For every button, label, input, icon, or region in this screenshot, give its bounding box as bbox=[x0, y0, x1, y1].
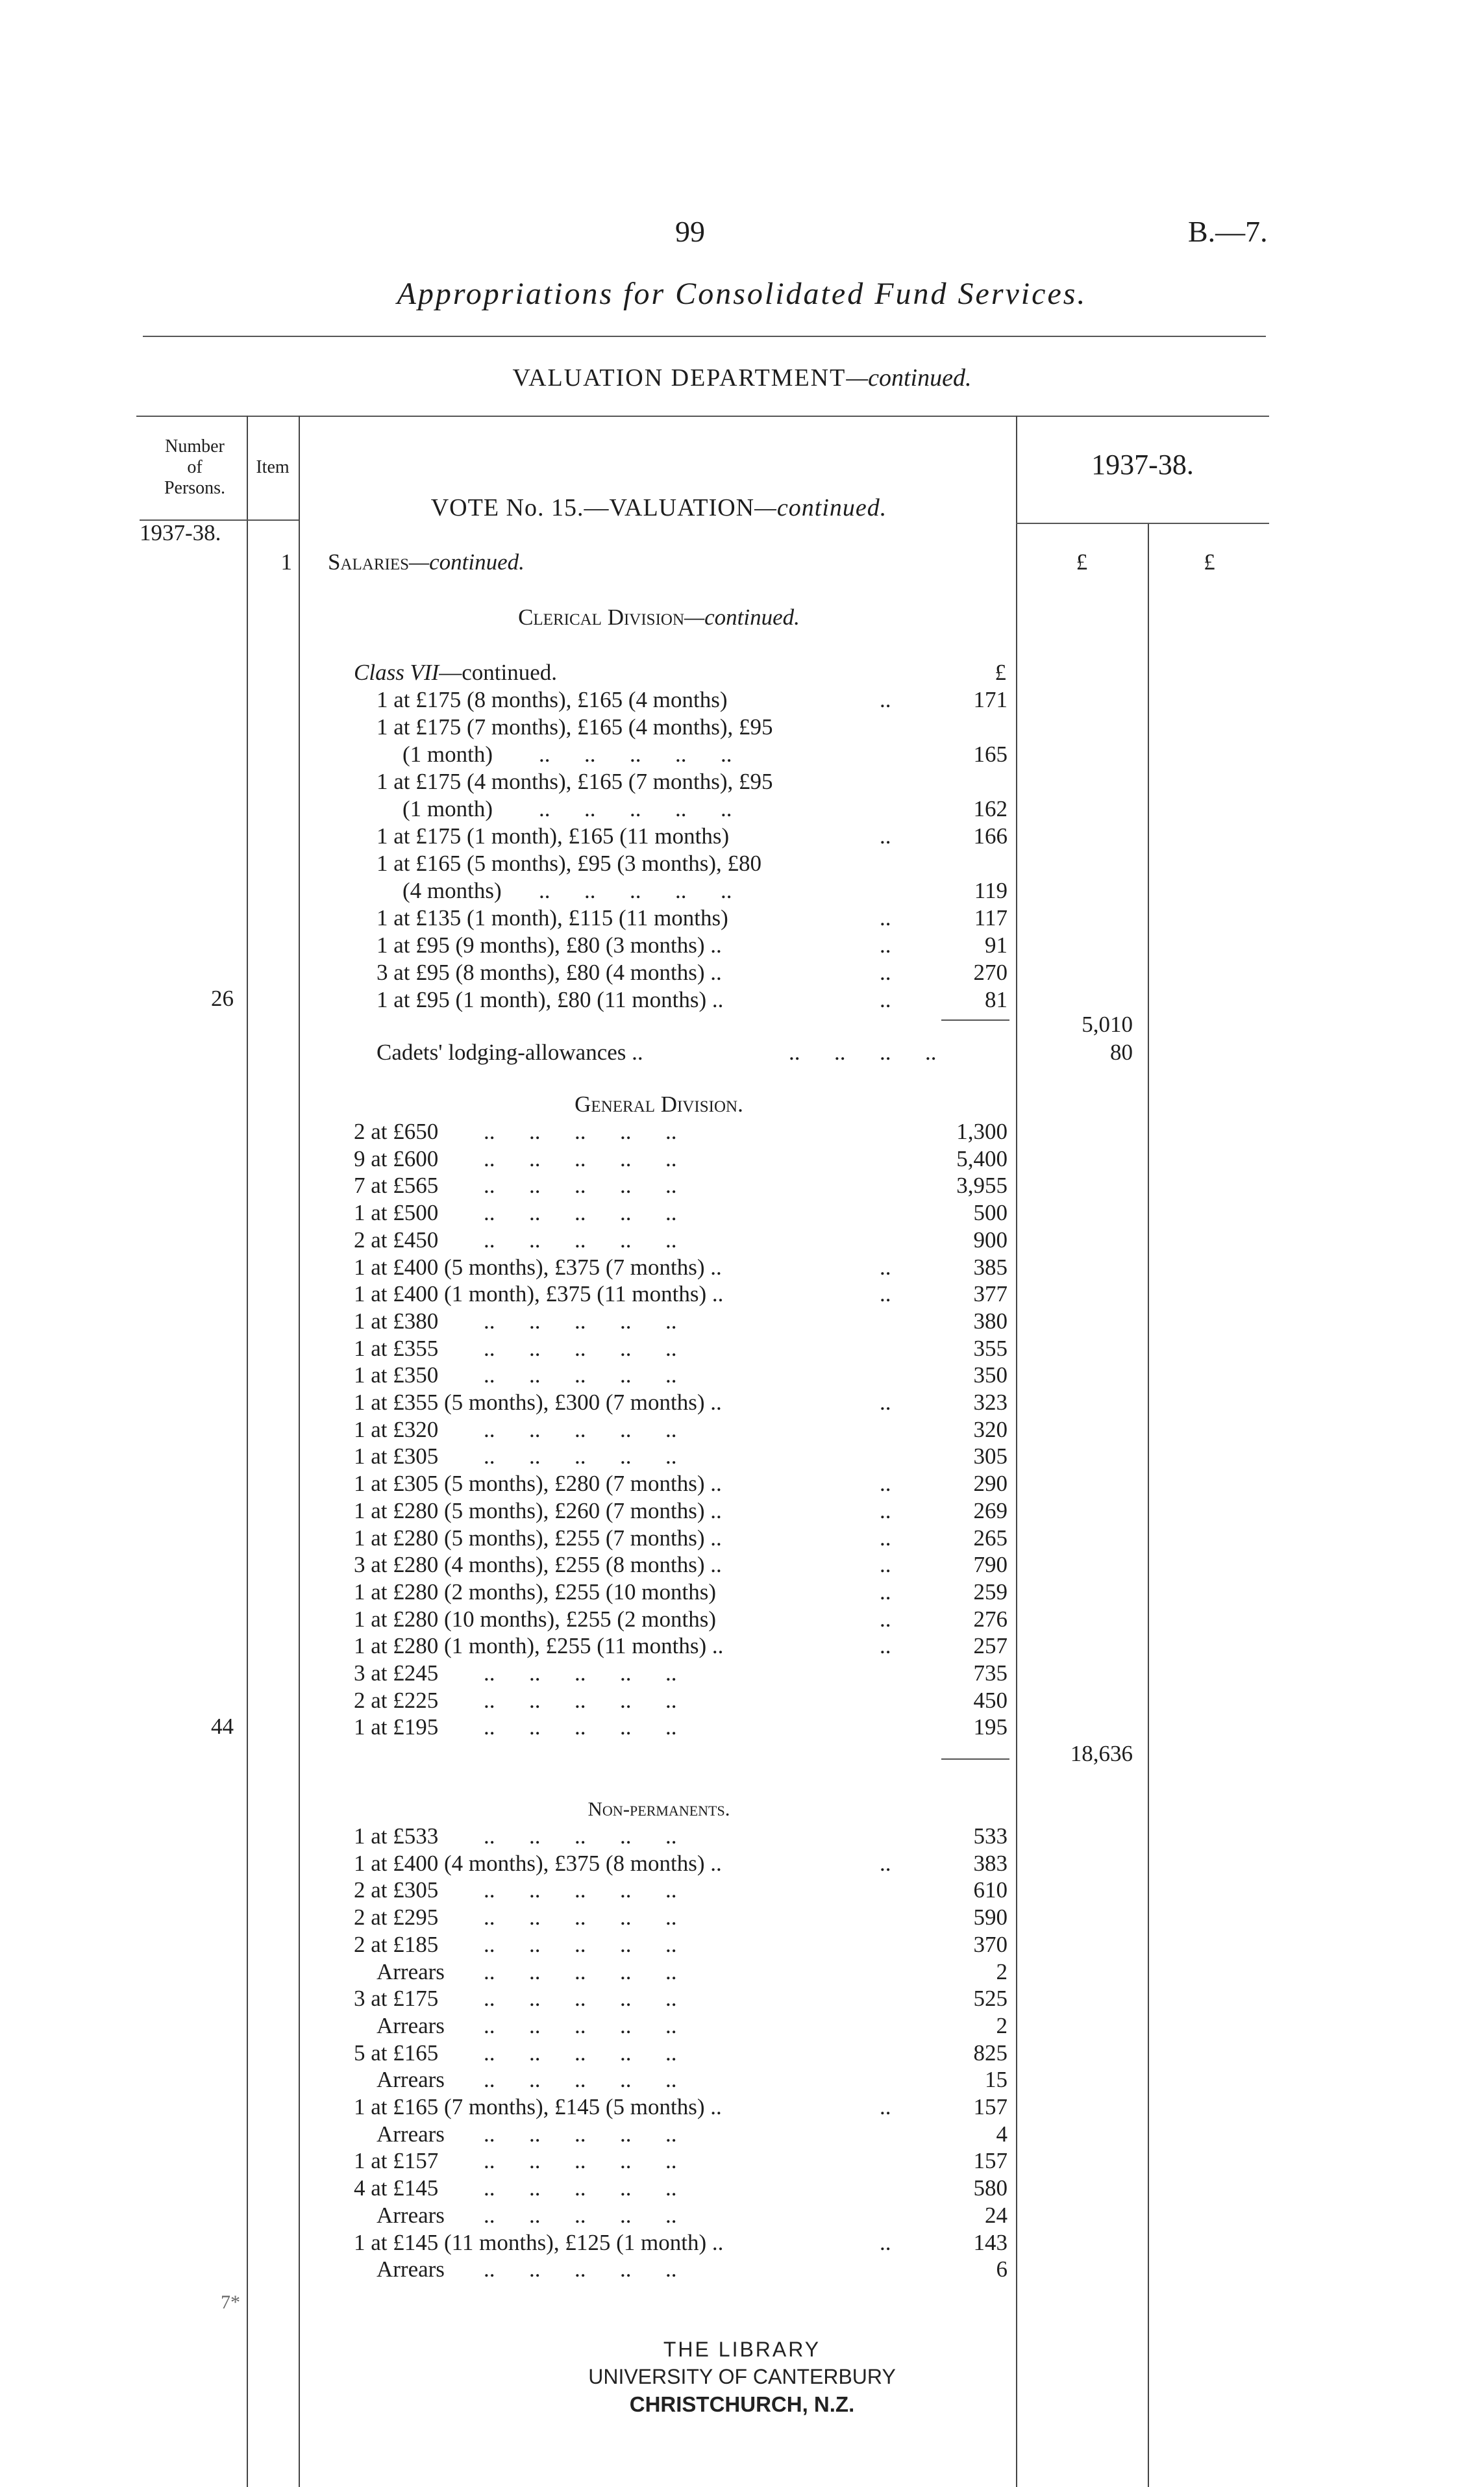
clerical-row-label: (4 months) bbox=[402, 878, 502, 903]
general-row-leader: .. bbox=[880, 1525, 891, 1551]
nonperm-row-amount: 15 bbox=[985, 2067, 1008, 2093]
clerical-row-leader: .. bbox=[880, 905, 891, 931]
general-row-amount: 257 bbox=[973, 1633, 1008, 1659]
general-row-label: 1 at £380 bbox=[354, 1308, 439, 1334]
nonperm-row-amount: 533 bbox=[973, 1823, 1008, 1849]
general-row-leader: .. .. .. .. .. bbox=[484, 1200, 677, 1226]
nonperm-row-label: 2 at £185 bbox=[354, 1931, 439, 1957]
header-number-of-persons: Number of Persons. bbox=[164, 436, 226, 498]
nonperm-row-label: 2 at £295 bbox=[354, 1905, 439, 1931]
general-row-amount: 320 bbox=[973, 1416, 1008, 1442]
clerical-subtotal-rule bbox=[941, 1019, 1009, 1021]
nonperm-row-leader: .. .. .. .. .. bbox=[484, 1931, 677, 1957]
nonperm-row-leader: .. .. .. .. .. bbox=[484, 1877, 677, 1903]
general-row-label: 1 at £350 bbox=[354, 1362, 439, 1388]
general-row-label: 7 at £565 bbox=[354, 1173, 439, 1199]
table-top-rule bbox=[136, 416, 1269, 417]
general-row-leader: .. .. .. .. .. bbox=[484, 1660, 677, 1686]
general-row-leader: .. .. .. .. .. bbox=[484, 1145, 677, 1171]
general-row-label: 1 at £305 (5 months), £280 (7 months) .. bbox=[354, 1471, 722, 1497]
nonperm-row-label: Arrears bbox=[377, 2202, 445, 2228]
general-row-leader: .. .. .. .. .. bbox=[484, 1227, 677, 1253]
nonperm-row-amount: 2 bbox=[996, 1958, 1008, 1984]
header-year: 1937-38. bbox=[1091, 449, 1194, 481]
general-row-amount: 790 bbox=[973, 1552, 1008, 1578]
general-row-label: 2 at £650 bbox=[354, 1119, 439, 1144]
general-row-amount: 380 bbox=[973, 1308, 1008, 1334]
nonperm-row-amount: 4 bbox=[996, 2121, 1008, 2147]
header-item: Item bbox=[256, 457, 290, 477]
clerical-row-amount: 119 bbox=[974, 878, 1008, 903]
nonperm-row-leader: .. .. .. .. .. bbox=[484, 1823, 677, 1849]
nonperm-row-amount: 157 bbox=[973, 2148, 1008, 2174]
nonperm-row-amount: 370 bbox=[973, 1931, 1008, 1957]
nonperm-heading: Non-permanents. bbox=[587, 1797, 730, 1820]
general-row-leader: .. .. .. .. .. bbox=[484, 1687, 677, 1713]
clerical-row-amount: 162 bbox=[973, 796, 1008, 821]
general-row-leader: .. .. .. .. .. bbox=[484, 1335, 677, 1361]
col-rule-item bbox=[299, 416, 300, 2487]
general-row-amount: 355 bbox=[973, 1335, 1008, 1361]
nonperm-row-leader: .. bbox=[880, 2094, 891, 2119]
nonperm-row-leader: .. .. .. .. .. bbox=[484, 2121, 677, 2147]
nonperm-row-label: Arrears bbox=[377, 2256, 445, 2282]
general-row-amount: 500 bbox=[973, 1200, 1008, 1226]
general-row-label: 1 at £400 (5 months), £375 (7 months) .. bbox=[354, 1254, 722, 1280]
nonperm-row-label: 3 at £175 bbox=[354, 1986, 439, 2012]
general-row-amount: 290 bbox=[973, 1471, 1008, 1497]
nonperm-row-label: 1 at £157 bbox=[354, 2148, 439, 2174]
col-rule-total bbox=[1148, 523, 1149, 2487]
general-row-label: 3 at £280 (4 months), £255 (8 months) .. bbox=[354, 1552, 722, 1578]
nonperm-row-amount: 24 bbox=[985, 2202, 1008, 2228]
general-row-leader: .. .. .. .. .. bbox=[484, 1362, 677, 1388]
general-row-amount: 305 bbox=[973, 1443, 1008, 1469]
document-reference: B.—7. bbox=[1188, 215, 1268, 248]
general-row-amount: 323 bbox=[973, 1390, 1008, 1415]
clerical-row-label: 1 at £175 (4 months), £165 (7 months), £95 bbox=[377, 769, 773, 794]
nonperm-row-leader: .. .. .. .. .. bbox=[484, 2040, 677, 2066]
general-row-amount: 735 bbox=[973, 1660, 1008, 1686]
clerical-row-label: 1 at £175 (7 months), £165 (4 months), £95 bbox=[377, 714, 773, 740]
general-row-leader: .. .. .. .. .. bbox=[484, 1714, 677, 1740]
nonperm-row-label: 1 at £145 (11 months), £125 (1 month) .. bbox=[354, 2229, 724, 2255]
clerical-row-amount: 166 bbox=[973, 823, 1008, 849]
general-row-leader: .. bbox=[880, 1633, 891, 1659]
clerical-persons: 26 bbox=[211, 986, 234, 1011]
clerical-row-label: 1 at £175 (1 month), £165 (11 months) bbox=[377, 823, 730, 849]
general-persons: 44 bbox=[211, 1714, 234, 1739]
general-row-amount: 195 bbox=[973, 1714, 1008, 1740]
footer-mark: 7* bbox=[221, 2292, 240, 2313]
nonperm-row-leader: .. .. .. .. .. bbox=[484, 2148, 677, 2174]
nonperm-row-label: Arrears bbox=[377, 2012, 445, 2038]
class-label: Class VII—continued. bbox=[354, 660, 558, 685]
general-row-leader: .. bbox=[880, 1281, 891, 1307]
page-number: 99 bbox=[675, 215, 705, 248]
general-row-leader: .. bbox=[880, 1579, 891, 1605]
general-row-label: 2 at £450 bbox=[354, 1227, 439, 1253]
general-row-label: 9 at £600 bbox=[354, 1145, 439, 1171]
general-row-label: 2 at £225 bbox=[354, 1687, 439, 1713]
clerical-row-label: (1 month) bbox=[402, 742, 493, 767]
nonperm-row-leader: .. .. .. .. .. bbox=[484, 2067, 677, 2093]
nonperm-row-leader: .. bbox=[880, 1850, 891, 1876]
nonperm-row-amount: 525 bbox=[973, 1986, 1008, 2012]
col-rule-amount bbox=[1016, 416, 1017, 2487]
pound-sign-col2: £ bbox=[1204, 549, 1215, 575]
general-row-amount: 450 bbox=[973, 1687, 1008, 1713]
cadets-label: Cadets' lodging-allowances .. bbox=[377, 1040, 643, 1065]
col-rule-persons bbox=[247, 416, 248, 2487]
clerical-row-label: 1 at £175 (8 months), £165 (4 months) bbox=[377, 687, 728, 712]
title-rule bbox=[143, 336, 1266, 337]
general-row-amount: 265 bbox=[973, 1525, 1008, 1551]
nonperm-row-leader: .. .. .. .. .. bbox=[484, 2012, 677, 2038]
item-number: 1 bbox=[280, 549, 292, 575]
general-row-amount: 1,300 bbox=[956, 1119, 1008, 1144]
general-row-label: 1 at £355 bbox=[354, 1335, 439, 1361]
general-row-leader: .. .. .. .. .. bbox=[484, 1443, 677, 1469]
nonperm-row-label: 1 at £533 bbox=[354, 1823, 439, 1849]
general-row-amount: 5,400 bbox=[956, 1145, 1008, 1171]
clerical-row-amount: 171 bbox=[973, 687, 1008, 712]
nonperm-row-label: 4 at £145 bbox=[354, 2175, 439, 2201]
nonperm-row-label: 2 at £305 bbox=[354, 1877, 439, 1903]
general-row-amount: 900 bbox=[973, 1227, 1008, 1253]
nonperm-row-leader: .. .. .. .. .. bbox=[484, 1986, 677, 2012]
general-row-leader: .. bbox=[880, 1254, 891, 1280]
library-stamp-line3: CHRISTCHURCH, N.Z. bbox=[629, 2392, 855, 2416]
library-stamp-line1: THE LIBRARY bbox=[663, 2338, 821, 2361]
general-total: 18,636 bbox=[1070, 1741, 1133, 1766]
cadets-amount: 80 bbox=[1110, 1040, 1133, 1065]
general-row-label: 1 at £500 bbox=[354, 1200, 439, 1226]
clerical-row-amount: 91 bbox=[985, 932, 1008, 958]
clerical-row-leader: .. bbox=[880, 987, 891, 1012]
clerical-row-amount: 117 bbox=[974, 905, 1008, 931]
clerical-row-leader: .. bbox=[880, 823, 891, 849]
general-row-leader: .. .. .. .. .. bbox=[484, 1119, 677, 1144]
cadets-leader: .. .. .. .. bbox=[789, 1040, 937, 1065]
clerical-row-leader: .. .. .. .. .. bbox=[539, 796, 732, 821]
general-heading: General Division. bbox=[575, 1092, 743, 1117]
nonperm-row-leader: .. .. .. .. .. bbox=[484, 2175, 677, 2201]
general-row-amount: 377 bbox=[973, 1281, 1008, 1307]
nonperm-row-label: Arrears bbox=[377, 1958, 445, 1984]
general-row-label: 1 at £305 bbox=[354, 1443, 439, 1469]
general-row-leader: .. .. .. .. .. bbox=[484, 1416, 677, 1442]
nonperm-row-amount: 2 bbox=[996, 2012, 1008, 2038]
page-title: Appropriations for Consolidated Fund Services. bbox=[397, 277, 1087, 311]
nonperm-row-leader: .. bbox=[880, 2229, 891, 2255]
general-row-amount: 350 bbox=[973, 1362, 1008, 1388]
nonperm-row-label: 1 at £165 (7 months), £145 (5 months) .. bbox=[354, 2094, 722, 2119]
nonperm-row-amount: 610 bbox=[973, 1877, 1008, 1903]
general-row-leader: .. bbox=[880, 1390, 891, 1415]
nonperm-row-leader: .. .. .. .. .. bbox=[484, 1905, 677, 1931]
general-row-label: 1 at £280 (5 months), £260 (7 months) .. bbox=[354, 1497, 722, 1523]
general-row-label: 1 at £280 (10 months), £255 (2 months) bbox=[354, 1606, 717, 1632]
general-row-leader: .. bbox=[880, 1471, 891, 1497]
general-row-label: 1 at £400 (1 month), £375 (11 months) .. bbox=[354, 1281, 724, 1307]
salaries-label: Salaries—continued. bbox=[328, 549, 525, 575]
nonperm-row-amount: 580 bbox=[973, 2175, 1008, 2201]
clerical-row-label: 1 at £165 (5 months), £95 (3 months), £80 bbox=[377, 851, 762, 876]
clerical-row-amount: 165 bbox=[973, 742, 1008, 767]
department-heading: VALUATION DEPARTMENT—continued. bbox=[512, 364, 972, 392]
general-row-label: 3 at £245 bbox=[354, 1660, 439, 1686]
general-row-leader: .. bbox=[880, 1552, 891, 1578]
general-row-leader: .. .. .. .. .. bbox=[484, 1308, 677, 1334]
general-row-label: 1 at £280 (1 month), £255 (11 months) .. bbox=[354, 1633, 724, 1659]
nonperm-row-amount: 143 bbox=[973, 2229, 1008, 2255]
general-row-leader: .. bbox=[880, 1606, 891, 1632]
clerical-row-leader: .. .. .. .. .. bbox=[539, 878, 732, 903]
general-subtotal-rule bbox=[941, 1758, 1009, 1760]
nonperm-row-leader: .. .. .. .. .. bbox=[484, 1958, 677, 1984]
clerical-row-label: 1 at £95 (1 month), £80 (11 months) .. bbox=[377, 987, 724, 1012]
general-row-amount: 276 bbox=[973, 1606, 1008, 1632]
clerical-row-leader: .. bbox=[880, 960, 891, 985]
general-row-amount: 259 bbox=[973, 1579, 1008, 1605]
clerical-row-label: 1 at £95 (9 months), £80 (3 months) .. bbox=[377, 932, 722, 958]
general-row-amount: 385 bbox=[973, 1254, 1008, 1280]
persons-year-label: 1937-38. bbox=[140, 520, 221, 545]
nonperm-row-amount: 6 bbox=[996, 2256, 1008, 2282]
general-row-label: 1 at £195 bbox=[354, 1714, 439, 1740]
pound-sign-detail: £ bbox=[995, 660, 1006, 685]
general-row-amount: 3,955 bbox=[956, 1173, 1008, 1199]
vote-title: VOTE No. 15.—VALUATION—continued. bbox=[430, 494, 887, 521]
general-row-label: 1 at £280 (5 months), £255 (7 months) .. bbox=[354, 1525, 722, 1551]
clerical-total: 5,010 bbox=[1082, 1012, 1133, 1037]
nonperm-row-leader: .. .. .. .. .. bbox=[484, 2202, 677, 2228]
pound-sign-col1: £ bbox=[1076, 549, 1088, 575]
nonperm-row-leader: .. .. .. .. .. bbox=[484, 2256, 677, 2282]
library-stamp-line2: UNIVERSITY OF CANTERBURY bbox=[588, 2365, 896, 2388]
clerical-row-leader: .. bbox=[880, 932, 891, 958]
clerical-row-amount: 270 bbox=[973, 960, 1008, 985]
nonperm-row-label: 5 at £165 bbox=[354, 2040, 439, 2066]
general-row-label: 1 at £355 (5 months), £300 (7 months) .. bbox=[354, 1390, 722, 1415]
nonperm-row-label: Arrears bbox=[377, 2067, 445, 2093]
year-header-rule bbox=[1016, 523, 1269, 524]
general-row-amount: 269 bbox=[973, 1497, 1008, 1523]
general-row-leader: .. bbox=[880, 1497, 891, 1523]
nonperm-row-label: 1 at £400 (4 months), £375 (8 months) .. bbox=[354, 1850, 722, 1876]
clerical-heading: Clerical Division—continued. bbox=[518, 605, 800, 630]
nonperm-row-amount: 383 bbox=[973, 1850, 1008, 1876]
clerical-row-label: (1 month) bbox=[402, 796, 493, 821]
nonperm-row-label: Arrears bbox=[377, 2121, 445, 2147]
clerical-row-label: 3 at £95 (8 months), £80 (4 months) .. bbox=[377, 960, 722, 985]
nonperm-row-amount: 825 bbox=[973, 2040, 1008, 2066]
clerical-row-amount: 81 bbox=[985, 987, 1008, 1012]
clerical-row-leader: .. .. .. .. .. bbox=[539, 742, 732, 767]
general-row-label: 1 at £280 (2 months), £255 (10 months) bbox=[354, 1579, 717, 1605]
general-row-label: 1 at £320 bbox=[354, 1416, 439, 1442]
general-row-leader: .. .. .. .. .. bbox=[484, 1173, 677, 1199]
nonperm-row-amount: 157 bbox=[973, 2094, 1008, 2119]
clerical-row-leader: .. bbox=[880, 687, 891, 712]
clerical-row-label: 1 at £135 (1 month), £115 (11 months) bbox=[377, 905, 728, 931]
nonperm-row-amount: 590 bbox=[973, 1905, 1008, 1931]
